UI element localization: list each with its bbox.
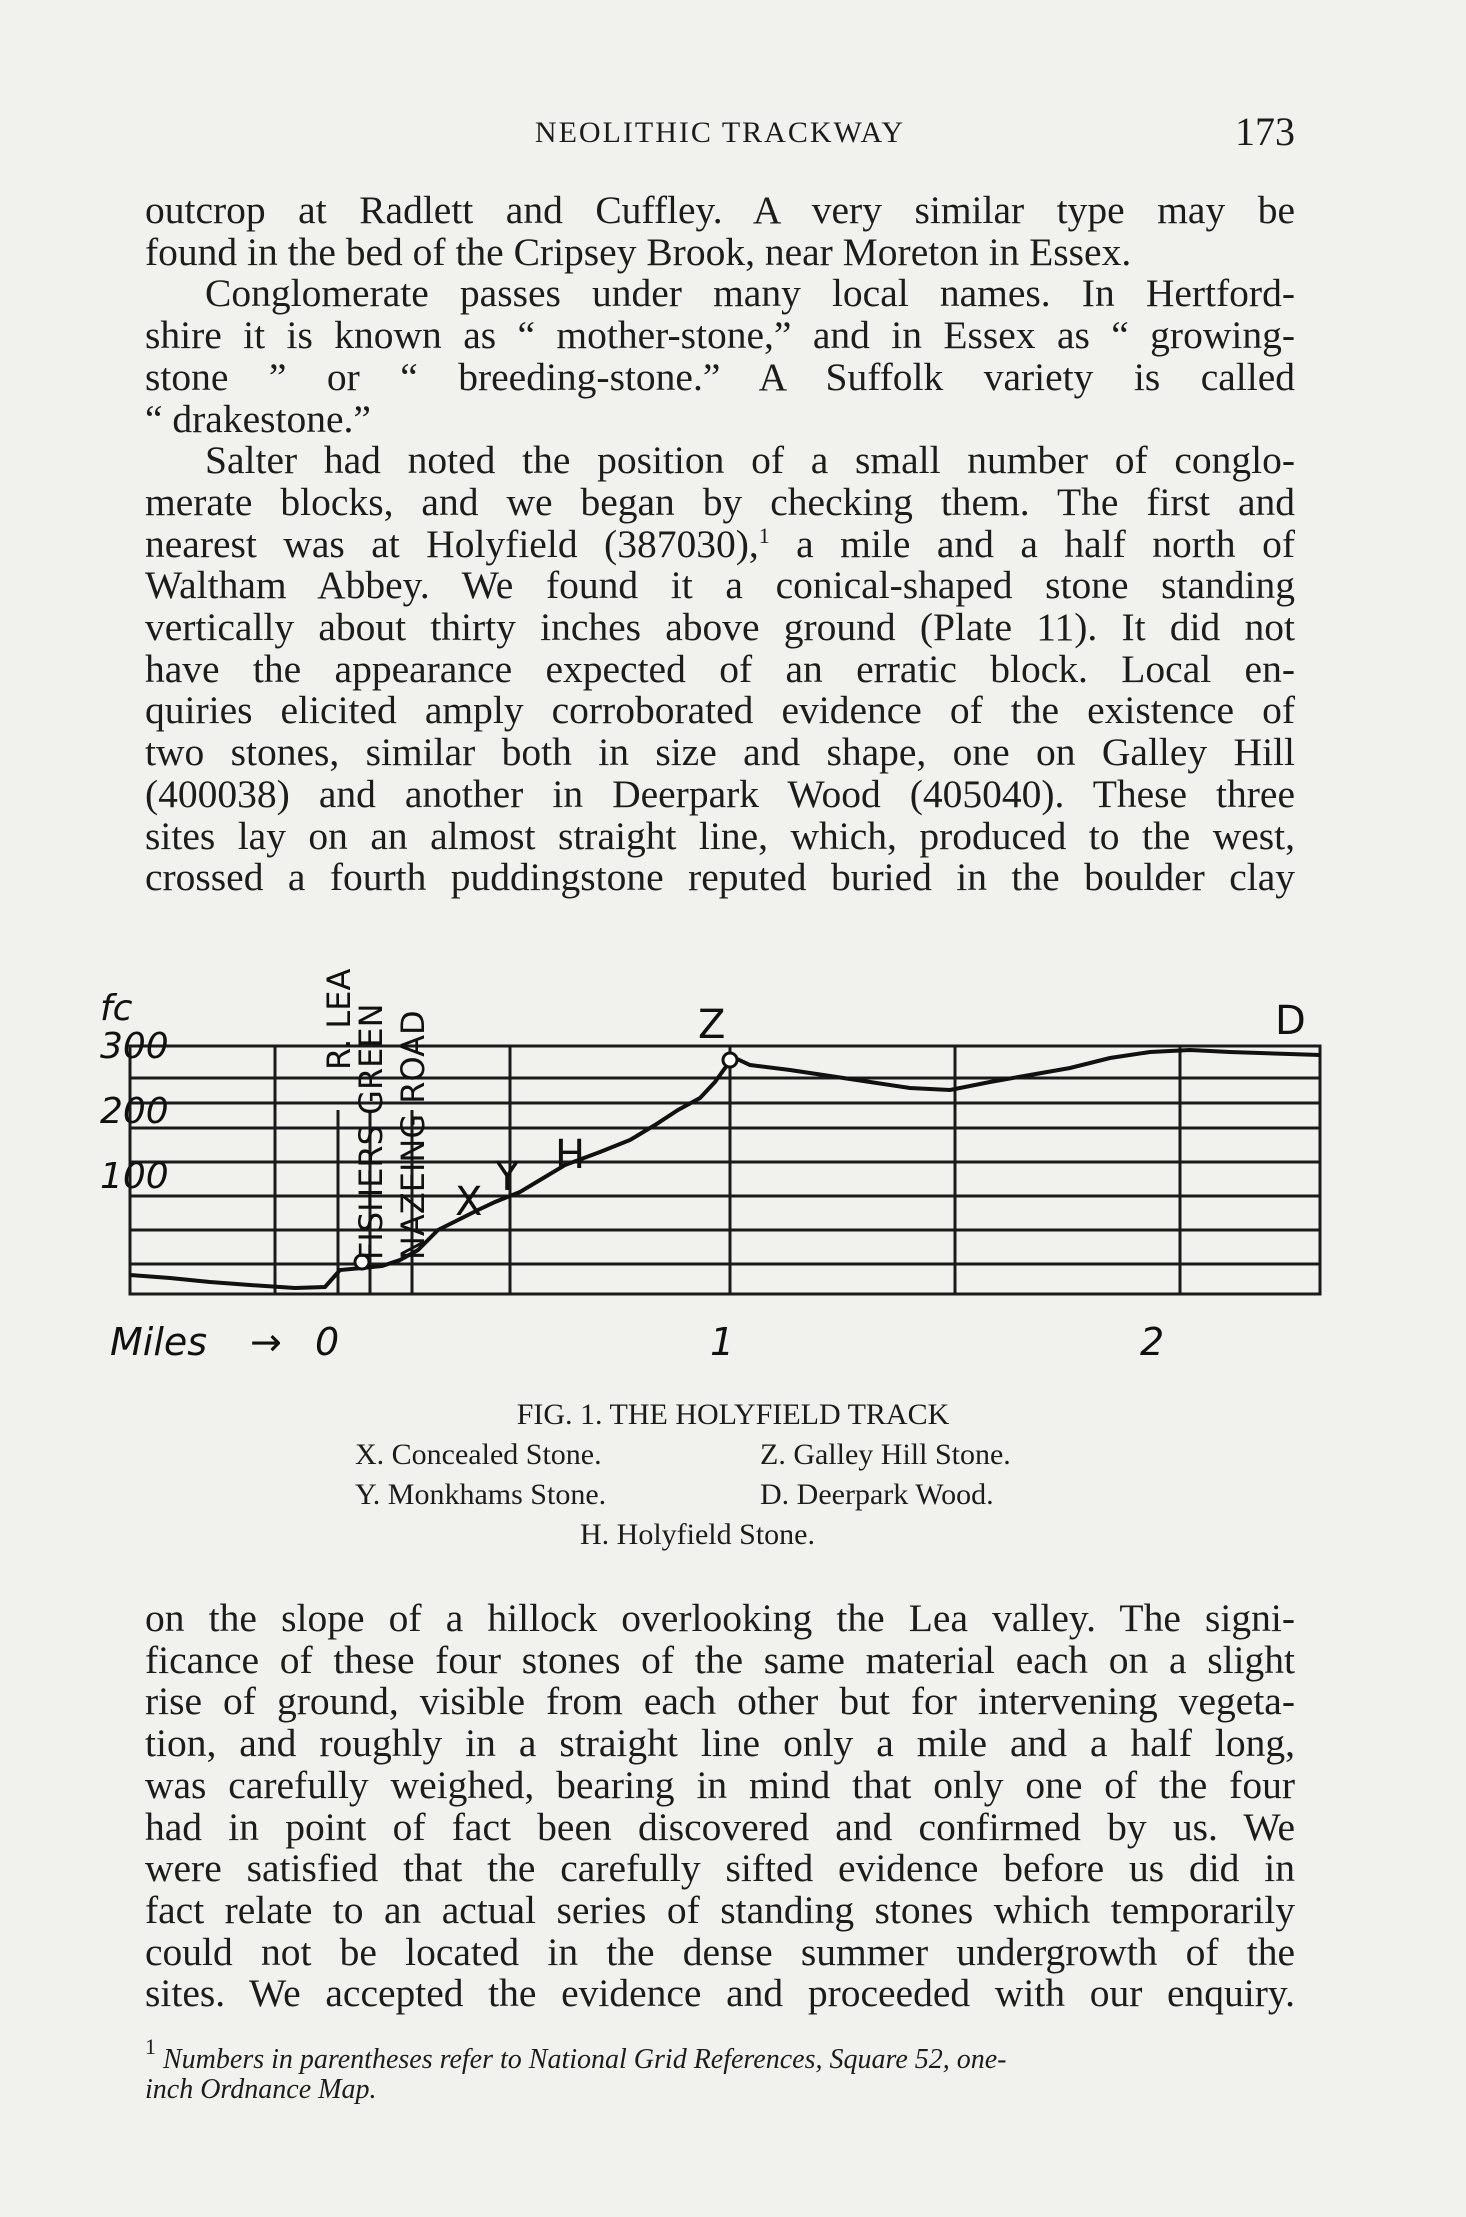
x-axis-title: Miles: [110, 1320, 208, 1364]
text-line: was carefully weighed, bearing in mind that only one of the four: [145, 1762, 1295, 1807]
marker-y: Y: [495, 1154, 520, 1200]
x-label-2: 2: [1140, 1320, 1165, 1364]
text-line: rise of ground, visible from each other but for intervening vegeta-: [145, 1679, 1295, 1724]
text-line: quiries elicited amply corroborated evidence of the existence of: [145, 688, 1295, 733]
paragraph-2: [145, 273, 1295, 440]
y-axis-labels: [100, 988, 169, 1197]
legend-h: H. Holyfield Stone.: [580, 1518, 815, 1551]
text-line: outcrop at Radlett and Cuffley. A very similar type may be: [145, 188, 1295, 232]
profile-grid: [130, 1046, 1320, 1294]
footnote-line: inch Ordnance Map.: [145, 2074, 377, 2105]
marker-x: X: [455, 1179, 483, 1225]
stone-marker: [723, 1053, 737, 1067]
label-fishers-green: FISHERS GREEN: [352, 1003, 390, 1260]
page-header: [145, 108, 1295, 168]
text-line: tion, and roughly in a straight line only a mile and a half long,: [145, 1721, 1295, 1766]
grid-frame: [130, 1046, 1320, 1294]
text-line-with-footnote: [145, 521, 1295, 566]
legend-d: D. Deerpark Wood.: [760, 1478, 994, 1511]
figure-caption: FIG. 1. THE HOLYFIELD TRACK: [516, 1398, 950, 1431]
footnote-text: Numbers in parentheses refer to National Grid References, Square 52, one-: [156, 2044, 1007, 2075]
x-axis-labels: [110, 1320, 1164, 1364]
label-nazeing-road: NAZEING ROAD: [394, 1010, 432, 1260]
x-label-1: 1: [710, 1320, 735, 1364]
y-label-200: 200: [100, 1091, 169, 1132]
terrain-profile-line: [130, 1050, 1320, 1288]
x-axis-arrow: →: [250, 1320, 282, 1364]
x-label-0: 0: [315, 1320, 340, 1364]
text-line: crossed a fourth puddingstone reputed buried in the boulder clay: [145, 855, 1295, 900]
text-fragment: nearest was at Holyfield (387030),: [145, 521, 759, 566]
text-line: were satisfied that the carefully sifted evidence before us did in: [145, 1846, 1295, 1891]
footnote-mark: 1: [145, 2034, 156, 2059]
holyfield-track-profile: [100, 930, 1350, 1390]
footnote-line: [145, 2034, 1295, 2075]
label-r-lea: R. LEA: [320, 968, 358, 1070]
running-title: NEOLITHIC TRACKWAY: [534, 116, 906, 149]
point-markers: [455, 998, 1306, 1225]
footnote-reference: 1: [758, 522, 770, 548]
text-line: have the appearance expected of an erratic block. Local en-: [145, 646, 1295, 691]
text-line: sites lay on an almost straight line, which, produced to the west,: [145, 813, 1295, 858]
text-line: Waltham Abbey. We found it a conical-shaped stone standing: [145, 563, 1295, 608]
paragraph-1: [145, 190, 1295, 273]
text-line: found in the bed of the Cripsey Brook, near Moreton in Essex.: [145, 229, 1132, 274]
text-line: two stones, similar both in size and shape, one on Galley Hill: [145, 730, 1295, 775]
text-line: vertically about thirty inches above ground (Plate 11). It did not: [145, 605, 1295, 650]
paragraph-4: [145, 1598, 1295, 2015]
page-number: 173: [1235, 109, 1295, 154]
marker-h: H: [555, 1132, 586, 1178]
body-text-bottom: [145, 1598, 1295, 2015]
text-line: Conglomerate passes under many local names. In Hertford-: [205, 271, 1295, 316]
text-line: had in point of fact been discovered and confirmed by us. We: [145, 1804, 1295, 1849]
text-line: ficance of these four stones of the same material each on a slight: [145, 1637, 1295, 1682]
legend-x: X. Concealed Stone.: [355, 1438, 602, 1471]
legend-y: Y. Monkhams Stone.: [355, 1478, 607, 1511]
text-line: sites. We accepted the evidence and proceeded with our enquiry.: [145, 1971, 1295, 2016]
marker-z: Z: [698, 1002, 726, 1048]
paragraph-3: [145, 440, 1295, 899]
text-line: merate blocks, and we began by checking them. The first and: [145, 479, 1295, 524]
text-line: stone ” or “ breeding-stone.” A Suffolk variety is called: [145, 354, 1295, 399]
marker-d: D: [1275, 998, 1306, 1044]
text-line: could not be located in the dense summer undergrowth of the: [145, 1929, 1295, 1974]
text-line: shire it is known as “ mother-stone,” and in Essex as “ growing-: [145, 313, 1295, 358]
text-line: on the slope of a hillock overlooking the Lea valley. The signi-: [145, 1596, 1295, 1640]
text-fragment: a mile and a half north of: [769, 521, 1295, 566]
text-line: Salter had noted the position of a small number of conglo-: [205, 438, 1295, 483]
footnote: [145, 2034, 1295, 2105]
body-text-top: [145, 190, 1295, 899]
legend-z: Z. Galley Hill Stone.: [760, 1438, 1011, 1471]
y-label-100: 100: [100, 1156, 169, 1197]
y-label-300: 300: [100, 1026, 169, 1067]
text-line: (400038) and another in Deerpark Wood (405040). These three: [145, 771, 1295, 816]
text-line: “ drakestone.”: [145, 396, 371, 441]
text-line: fact relate to an actual series of standing stones which temporarily: [145, 1887, 1295, 1932]
y-axis-unit: fc: [100, 988, 133, 1029]
